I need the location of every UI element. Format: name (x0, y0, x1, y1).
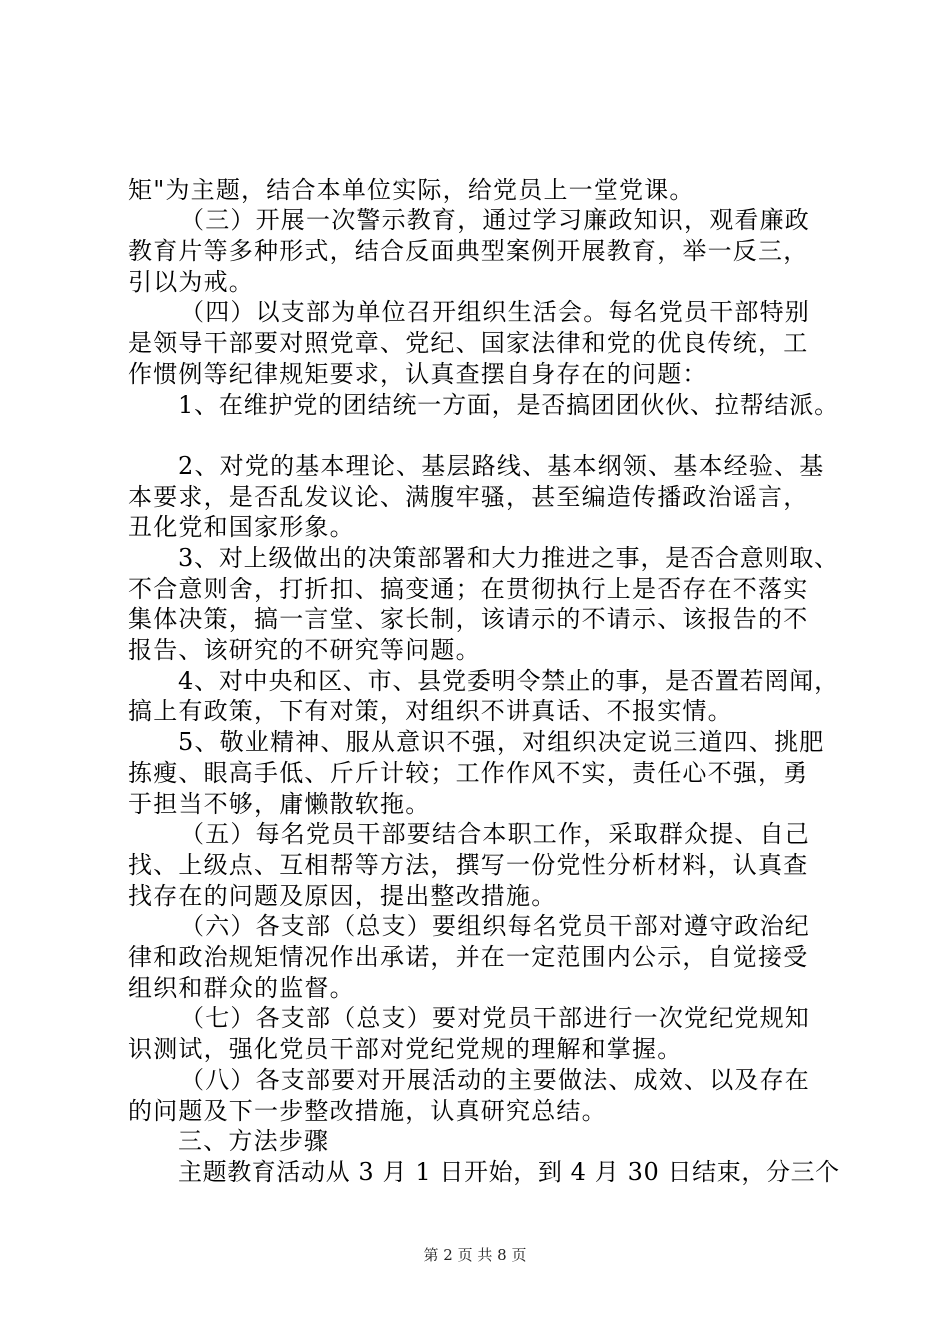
text-line: 2、对党的基本理论、基层路线、基本纲领、基本经验、基 (178, 452, 825, 480)
text-line: 主题教育活动从 3 月 1 日开始，到 4 月 30 日结束，分三个 (178, 1158, 840, 1186)
text-line: 组织和群众的监督。 (128, 974, 355, 1002)
text-line: 是领导干部要对照党章、党纪、国家法律和党的优良传统，工 (128, 329, 809, 357)
text-line: 找、上级点、互相帮等方法，撰写一份党性分析材料，认真查 (128, 851, 809, 879)
text-line: （八）各支部要对开展活动的主要做法、成效、以及存在 (180, 1066, 810, 1094)
text-line: 不合意则舍，打折扣、搞变通；在贯彻执行上是否存在不落实 (128, 575, 809, 603)
text-line: （四）以支部为单位召开组织生活会。每名党员干部特别 (180, 298, 810, 326)
text-line: 找存在的问题及原因，提出整改措施。 (128, 882, 557, 910)
section-heading: 三、方法步骤 (178, 1127, 330, 1155)
text-line: 1、在维护党的团结统一方面，是否搞团团伙伙、拉帮结派。 (178, 391, 839, 419)
text-line: （六）各支部（总支）要组织每名党员干部对遵守政治纪 (180, 912, 810, 940)
text-line: 的问题及下一步整改措施，认真研究总结。 (128, 1097, 607, 1125)
text-line: 集体决策，搞一言堂、家长制，该请示的不请示、该报告的不 (128, 605, 809, 633)
text-line: 报告、该研究的不研究等问题。 (128, 636, 481, 664)
text-line: 搞上有政策，下有对策，对组织不讲真话、不报实情。 (128, 697, 733, 725)
text-line: 3、对上级做出的决策部署和大力推进之事，是否合意则取、 (178, 544, 839, 572)
text-line: 矩"为主题，结合本单位实际，给党员上一堂党课。 (128, 176, 695, 204)
text-line: 引以为戒。 (128, 268, 254, 296)
text-line: （五）每名党员干部要结合本职工作，采取群众提、自己 (180, 820, 810, 848)
text-line: （三）开展一次警示教育，通过学习廉政知识，观看廉政 (180, 206, 810, 234)
text-line: 本要求，是否乱发议论、满腹牢骚，甚至编造传播政治谣言， (128, 483, 809, 511)
text-line: 拣瘦、眼高手低、斤斤计较；工作作风不实，责任心不强，勇 (128, 759, 809, 787)
text-line: 丑化党和国家形象。 (128, 513, 355, 541)
page-number-footer: 第 2 页 共 8 页 (423, 1246, 527, 1264)
text-line: 识测试，强化党员干部对党纪党规的理解和掌握。 (128, 1035, 683, 1063)
text-line: 于担当不够，庸懒散软拖。 (128, 790, 431, 818)
text-line: 律和政治规矩情况作出承诺，并在一定范围内公示，自觉接受 (128, 943, 809, 971)
text-line: 作惯例等纪律规矩要求，认真查摆自身存在的问题： (128, 360, 708, 388)
text-line: 教育片等多种形式，结合反面典型案例开展教育，举一反三， (128, 237, 809, 265)
text-line: 5、敬业精神、服从意识不强，对组织决定说三道四、挑肥 (178, 728, 825, 756)
text-line: 4、对中央和区、市、县党委明令禁止的事，是否置若罔闻， (178, 667, 839, 695)
text-line: （七）各支部（总支）要对党员干部进行一次党纪党规知 (180, 1004, 810, 1032)
